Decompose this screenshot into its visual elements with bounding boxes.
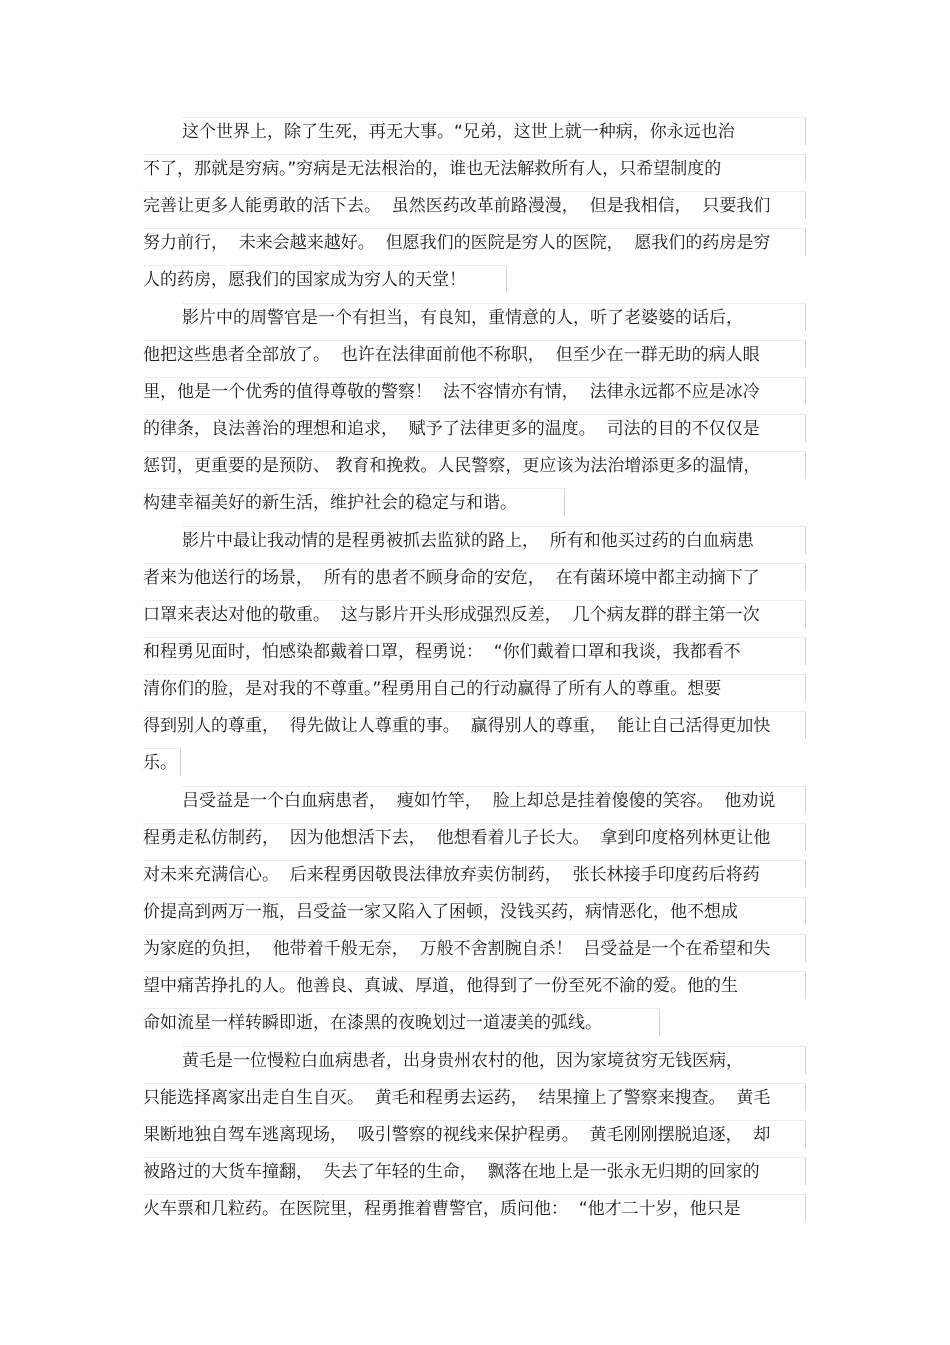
text-line: 口罩来表达对他的敬重。 这与影片开头形成强烈反差， 几个病友群的群主第一次 bbox=[143, 600, 806, 628]
text-line: 和程勇见面时，怕感染都戴着口罩，程勇说： “你们戴着口罩和我谈，我都看不 bbox=[143, 637, 806, 665]
text-line: 程勇走私仿制药， 因为他想活下去， 他想看着儿子长大。 拿到印度格列林更让他 bbox=[143, 823, 806, 851]
text-line: 里，他是一个优秀的值得尊敬的警察！ 法不容情亦有情， 法律永远都不应是冰冷 bbox=[143, 377, 806, 405]
text-line: 命如流星一样转瞬即逝，在漆黑的夜晚划过一道凄美的弧线。 bbox=[143, 1008, 660, 1036]
text-line: 的律条，良法善治的理想和追求， 赋予了法律更多的温度。 司法的目的不仅仅是 bbox=[143, 414, 806, 442]
text-line: 果断地独自驾车逃离现场， 吸引警察的视线来保护程勇。 黄毛刚刚摆脱追逐， 却 bbox=[143, 1120, 806, 1148]
text-line: 者来为他送行的场景， 所有的患者不顾身命的安危， 在有菌环境中都主动摘下了 bbox=[143, 563, 806, 591]
text-line: 清你们的脸，是对我的不尊重。”程勇用自己的行动赢得了所有人的尊重。想要 bbox=[143, 674, 806, 702]
text-line: 乐。 bbox=[143, 748, 181, 776]
text-line: 努力前行， 未来会越来越好。 但愿我们的医院是穷人的医院， 愿我们的药房是穷 bbox=[143, 228, 806, 256]
text-line: 不了，那就是穷病。”穷病是无法根治的，谁也无法解救所有人，只希望制度的 bbox=[143, 154, 806, 182]
text-line: 他把这些患者全部放了。 也许在法律面前他不称职， 但至少在一群无助的病人眼 bbox=[143, 340, 806, 368]
text-line: 对未来充满信心。 后来程勇因敬畏法律放弃卖仿制药， 张长林接手印度药后将药 bbox=[143, 860, 806, 888]
text-line: 构建幸福美好的新生活，维护社会的稳定与和谐。 bbox=[143, 488, 565, 516]
text-line: 人的药房，愿我们的国家成为穷人的天堂！ bbox=[143, 265, 507, 293]
text-line: 为家庭的负担， 他带着千般无奈， 万般不舍割腕自杀！ 吕受益是一个在希望和失 bbox=[143, 934, 806, 962]
text-line: 黄毛是一位慢粒白血病患者，出身贵州农村的他，因为家境贫穷无钱医病， bbox=[182, 1046, 806, 1074]
text-line: 被路过的大货车撞翻， 失去了年轻的生命， 飘落在地上是一张永无归期的回家的 bbox=[143, 1157, 806, 1185]
text-line: 影片中的周警官是一个有担当，有良知，重情意的人，听了老婆婆的话后， bbox=[182, 303, 806, 331]
text-line: 火车票和几粒药。在医院里，程勇推着曹警官，质问他： “他才二十岁，他只是 bbox=[143, 1194, 806, 1222]
text-line: 影片中最让我动情的是程勇被抓去监狱的路上， 所有和他买过药的白血病患 bbox=[182, 526, 806, 554]
text-line: 价提高到两万一瓶，吕受益一家又陷入了困顿，没钱买药，病情恶化，他不想成 bbox=[143, 897, 806, 925]
text-line: 望中痛苦挣扎的人。他善良、真诚、厚道，他得到了一份至死不渝的爱。他的生 bbox=[143, 971, 806, 999]
text-line: 完善让更多人能勇敢的活下去。 虽然医药改革前路漫漫， 但是我相信， 只要我们 bbox=[143, 191, 806, 219]
text-line: 这个世界上，除了生死，再无大事。“兄弟，这世上就一种病，你永远也治 bbox=[182, 117, 806, 145]
text-line: 惩罚，更重要的是预防、 教育和挽救。人民警察，更应该为法治增添更多的温情， bbox=[143, 451, 806, 479]
text-line: 吕受益是一个白血病患者， 瘦如竹竿， 脸上却总是挂着傻傻的笑容。 他劝说 bbox=[182, 786, 806, 814]
text-line: 得到别人的尊重， 得先做让人尊重的事。 赢得别人的尊重， 能让自己活得更加快 bbox=[143, 711, 806, 739]
text-line: 只能选择离家出走自生自灭。 黄毛和程勇去运药， 结果撞上了警察来搜查。 黄毛 bbox=[143, 1083, 806, 1111]
